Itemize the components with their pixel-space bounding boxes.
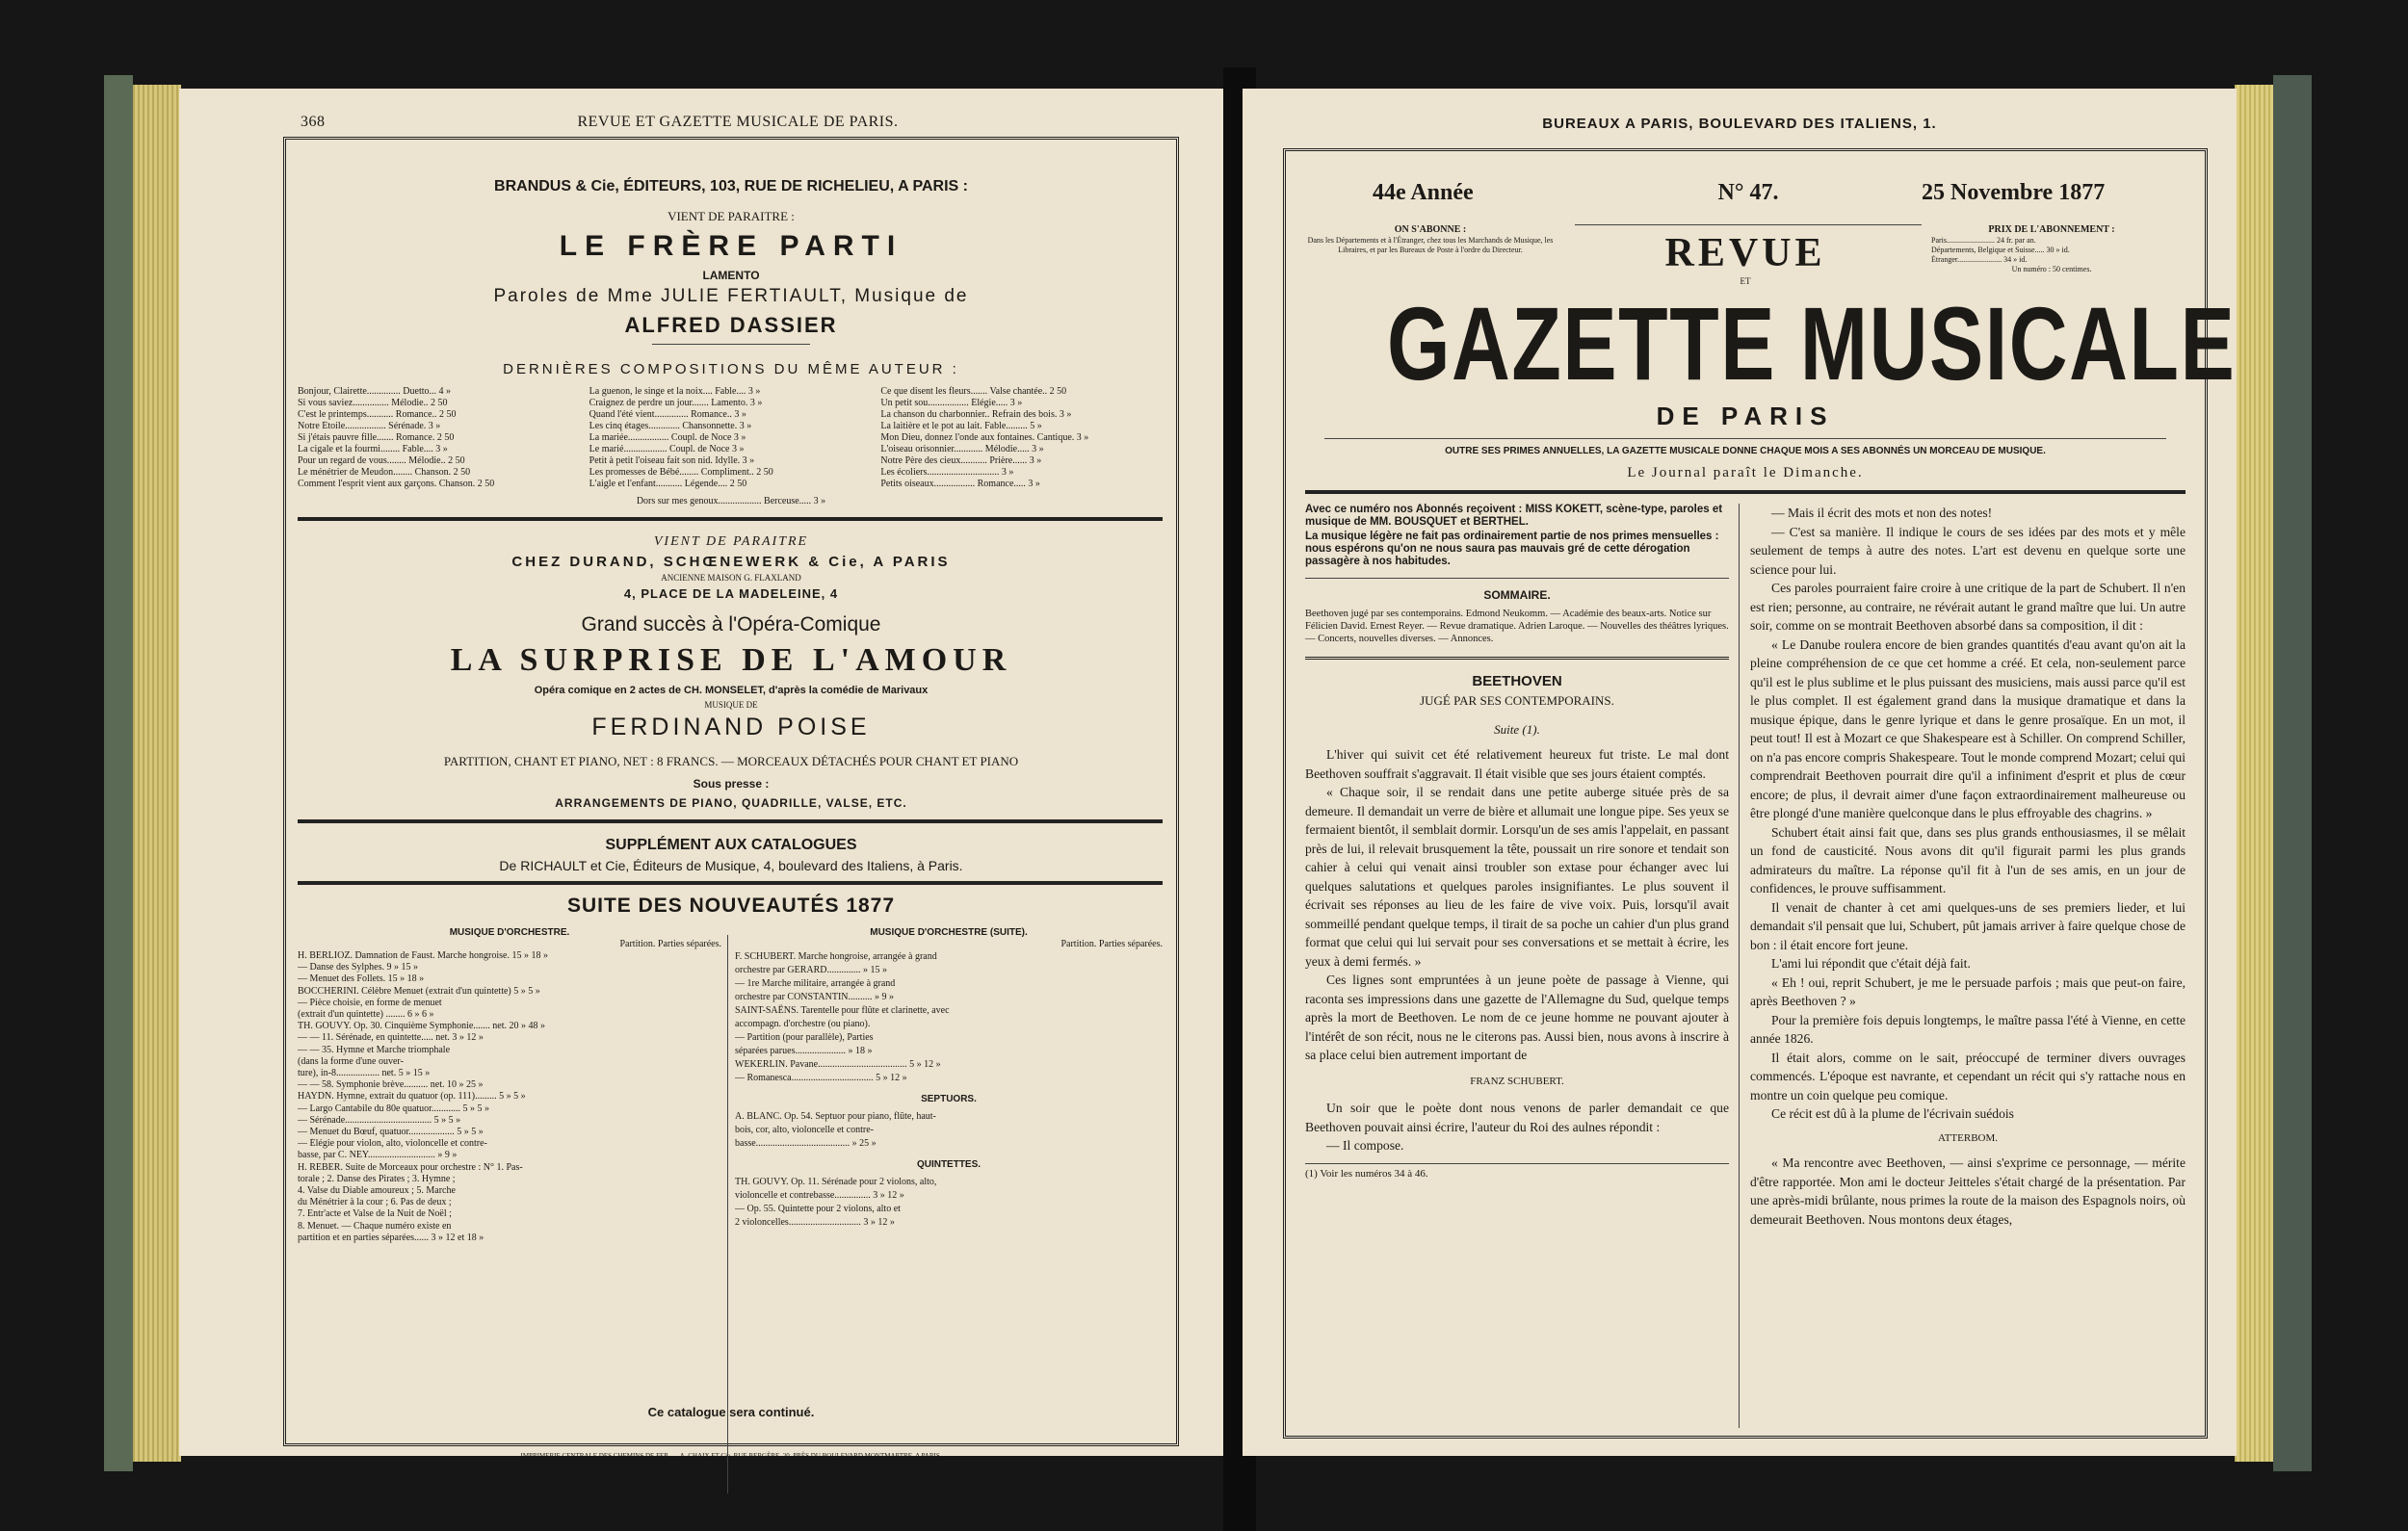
catalogue-row: — Pièce choisie, en forme de menuet [298,997,442,1008]
catalogue-row: orchestre par CONSTANTIN.......... » 9 » [735,992,894,1002]
paragraph: Ces lignes sont empruntées à un jeune poète de passage à Vienne, qui raconta ses impressions dans une gazette de l'Allemagne du Sud, quelque temps après la mort de Beethoven. Le nom de ce jeune homme ne pouvant ajouter à l'intérêt de son récit, nous ne le citerons pas. Aussi bien, nous avons à inscrire à sa place celui bien autrement important de [1305,973,1729,1062]
paragraph: « Chaque soir, il se rendait dans une petite auberge située près de sa demeure. Il demandait un verre de bière et allumait une longue pipe. Ses yeux se fermaient bientôt, il semblait dormir. Lorsqu'un de ses amis l'appelait, en passant près de lui, il relevait brusquement la tête, poussait un rire sonore et tendait son cahier à celui qui venait ainsi troubler son extase pour échanger avec lui quelques salutations et quelques paroles insignifiantes. Le plus souvent il écrivait ses réponses au lieu de les faire de vive voix. Puis, lorsqu'il avait sommeillé pendant quelque temps, il tirait de sa poche un cahier d'un plus grand format que celui qui lui servait pour ses conversations et se mettait à écrire, les yeux à demi fermés. » [1305,785,1729,969]
list-item: Mon Dieu, donnez l'onde aux fontaines. Cantique. 3 » [880,432,1089,443]
opera-description: Opéra comique en 2 actes de CH. MONSELET, d'après la comédie de Marivaux [534,685,929,696]
catalogue-row: 8. Menuet. — Chaque numéro existe en [298,1220,452,1232]
compositions-last-item: Dors sur mes genoux.................. Berceuse..... 3 » [636,496,826,506]
right-binding [2273,75,2312,1471]
list-item: La mariée................. Coupl. de Noce 3 » [589,432,746,443]
footnote: (1) Voir les numéros 34 à 46. [1305,1167,1428,1180]
dimanche-line: Le Journal paraît le Dimanche. [1627,465,1864,480]
right-page-frame [1283,148,2237,1439]
issue-date: 25 Novembre 1877 [1922,180,2106,205]
catalogue-row: — Sérénade.................................... 5 » 5 » [298,1114,461,1126]
article-title: BEETHOVEN [1472,673,1562,689]
catalogue-row: — Danse des Sylphes. 9 » 15 » [298,962,418,973]
list-item: C'est le printemps........... Romance.. 2 50 [298,409,457,420]
catalogue-row: — — 11. Sérénade, en quintette..... net. 3 » 12 » [298,1032,484,1044]
list-item: Comment l'esprit vient aux garçons. Chanson. 2 50 [298,479,495,489]
sommaire-heading: SOMMAIRE. [1483,588,1551,602]
durand-former-house: ANCIENNE MAISON G. FLAXLAND [661,573,801,583]
opera-comique-success: Grand succès à l'Opéra-Comique [581,613,881,636]
subscriber-notice-2: La musique légère ne fait pas ordinairement partie de nos primes mensuelles : nous espérons qu'on ne nous saura pas mauvais gré de cette dérogation passagère à nos habitudes. [1305,531,1719,567]
catalogue-row: BOCCHERINI. Célèbre Menuet (extrait d'un quintette) 5 » 5 » [298,985,540,997]
ornament-rule [652,344,810,345]
composer-poise: FERDINAND POISE [591,714,871,740]
catalogue-row: partition et en parties séparées...... 3 » 12 et 18 » [298,1232,484,1243]
compositions-list [298,386,1163,490]
paragraph: L'hiver qui suivit cet été relativement heureux fut triste. Le mal dont Beethoven souffrait s'aggravait. Il était visible que ses jours étaient comptés. [1305,747,1729,781]
left-binding [104,75,133,1471]
paragraph: Un soir que le poète dont nous venons de parler demandait ce que Beethoven pouvait ainsi écrire, l'auteur du Roi des aulnes répondit : [1305,1101,1729,1134]
catalogue-row: orchestre par GERARD.............. » 15 » [735,965,888,975]
compositions-col-1 [298,386,580,490]
catalogue-row: WEKERLIN. Pavane..................................... 5 » 12 » [735,1059,941,1070]
septuors-heading: SEPTUORS. [921,1094,977,1104]
catalogue-row: 7. Entr'acte et Valse de la Nuit de Noël ; [298,1208,452,1220]
catalogue-row: A. BLANC. Op. 54. Septuor pour piano, flûte, haut- [735,1111,936,1122]
catalogue-row: basse....................................... » 25 » [735,1138,877,1149]
catalogue-row: — Partition (pour parallèle), Parties [735,1032,874,1043]
list-item: La cigale et la fourmi........ Fable.... 3 » [298,444,448,454]
primes-line: OUTRE SES PRIMES ANNUELLES, LA GAZETTE MUSICALE DONNE CHAQUE MOIS A SES ABONNÉS UN MORCEAU DE MUSIQUE. [1445,446,2046,456]
sous-presse-label: Sous presse : [693,777,770,791]
catalogue-row: SAINT-SAËNS. Tarentelle pour flûte et clarinette, avec [735,1005,950,1016]
catalogue-row: F. SCHUBERT. Marche hongroise, arrangée à grand [735,951,937,962]
list-item: Pour un regard de vous........ Mélodie.. 2 50 [298,455,465,466]
article-column-2 [1750,504,2186,1229]
lamento-label: LAMENTO [702,269,760,282]
paragraph: « Eh ! oui, reprit Schubert, je me le persuade parfois ; mais que peut-on faire, après Beethoven ? » [1750,974,2186,1008]
catalogue-row: bois, cor, alto, violoncelle et contre- [735,1125,874,1135]
sommaire-text: Beethoven jugé par ses contemporains. Edmond Neukomm. — Académie des beaux-arts. Notice sur Félicien David. Ernest Reyer. — Revue dramatique. Adrien Laroque. — Nouvelles des théâtres lyriques. — Concerts, nouvelles diverses. — Annonces. [1305,609,1729,644]
paragraph: — Il compose. [1326,1138,1404,1153]
catalogue-row: (extrait d'un quintette) ........ 6 » 6 » [298,1009,434,1021]
list-item: L'oiseau orisonnier............ Mélodie..... 3 » [880,444,1044,454]
catalogue-row: — Romanesca.................................. 5 » 12 » [735,1073,907,1083]
durand-publisher: CHEZ DURAND, SCHŒNEWERK & Cie, A PARIS [511,554,951,570]
paragraph: Il venait de chanter à cet ami quelques-uns de ses premiers lieder, et lui demandait s'il pensait que lui, Schubert, pût jamais arriver à faire quelque chose de bon : il était encore fort jeune. [1750,899,2186,952]
catalogue-row: ture), in-8.................. net. 5 » 15 » [298,1068,431,1079]
catalogue-right-column [735,927,1163,1230]
quintettes-heading: QUINTETTES. [916,1159,982,1170]
catalogue-row: 4. Valse du Diable amoureux ; 5. Marche [298,1185,456,1197]
prix-line: Départements, Belgique et Suisse..... 30 » id. [1931,246,2070,254]
list-item: Les cinq étages............. Chansonnette. 3 » [589,421,752,431]
paragraph: L'ami lui répondit que c'était déjà fait. [1771,956,1971,971]
annee-label: 44e Année [1373,180,1474,205]
catalogue-row: H. REBER. Suite de Morceaux pour orchestre : N° 1. Pas- [298,1161,523,1173]
paragraph: Ces paroles pourraient faire croire à une critique de la part de Schubert. Il n'en est rien; personne, au contraire, ne révérait autant le grand maître que lui. Un autre soir, comme on se montrait Beethoven absorbé dans sa composition, il dit : [1750,581,2186,633]
catalogue-row: — Largo Cantabile du 80e quatuor............ 5 » 5 » [298,1103,489,1114]
catalogue-row: TH. GOUVY. Op. 11. Sérénade pour 2 violons, alto, [735,1177,937,1187]
right-page [1243,89,2237,1456]
catalogue-left-heading: MUSIQUE D'ORCHESTRE. [449,927,570,938]
list-item: Si vous saviez............... Mélodie.. 2 50 [298,398,448,408]
catalogue-row: — — 35. Hymne et Marche triomphale [298,1044,451,1055]
catalogue-row: 2 violoncelles.............................. 3 » 12 » [735,1217,895,1228]
list-item: Le marié.................. Coupl. de Noce 3 » [589,444,745,454]
catalogue-right-heading: MUSIQUE D'ORCHESTRE (SUITE). [870,927,1028,938]
catalogue-row: séparées parues..................... » 18 » [735,1046,873,1056]
catalogue-row: (dans la forme d'une ouver- [298,1055,404,1067]
catalogue-row: — Op. 55. Quintette pour 2 violons, alto et [735,1204,901,1214]
paragraph: — C'est sa manière. Il indique le cours de ses idées par des mots et y mêle seulement de temps à autre des notes. L'art est devenu en quelque sorte une science pour lui. [1750,524,2186,577]
article-subtitle: JUGÉ PAR SES CONTEMPORAINS. [1420,693,1614,708]
masthead-rule [1575,224,1922,225]
brandus-publisher: BRANDUS & Cie, ÉDITEURS, 103, RUE DE RICHELIEU, A PARIS : [494,178,968,195]
prix-heading: PRIX DE L'ABONNEMENT : [1988,224,2115,235]
right-running-head: BUREAUX A PARIS, BOULEVARD DES ITALIENS, 1. [1542,116,1937,132]
catalogue-left-col-headers: Partition. Parties séparées. [619,939,721,949]
catalogue-right-col-headers: Partition. Parties séparées. [1060,939,1163,949]
catalogue-row: violoncelle et contrebasse............... 3 » 12 » [735,1190,904,1201]
list-item: Les promesses de Bébé........ Compliment.. 2 50 [589,467,773,478]
compositions-heading: DERNIÈRES COMPOSITIONS DU MÊME AUTEUR : [503,361,959,377]
supplement-title: SUPPLÉMENT AUX CATALOGUES [605,837,857,853]
list-item: Petit à petit l'oiseau fait son nid. Idylle. 3 » [589,455,755,466]
list-item: La chanson du charbonnier.. Refrain des bois. 3 » [880,409,1072,420]
catalogue-row: HAYDN. Hymne, extrait du quatuor (op. 111)......... 5 » 5 » [298,1091,526,1103]
right-page-edges [2235,85,2273,1462]
list-item: Ce que disent les fleurs....... Valse chantée.. 2 50 [880,386,1067,397]
durand-address: 4, PLACE DE LA MADELEINE, 4 [623,586,839,601]
list-item: Bonjour, Clairette.............. Duetto... 4 » [298,386,452,397]
gazette-musicale-title: GAZETTE MUSICALE [1386,285,2237,402]
le-frere-parti-title: LE FRÈRE PARTI [559,230,903,262]
list-item: Petits oiseaux................. Romance..... 3 » [880,479,1040,489]
article-body-1 [1305,745,1729,1155]
franz-schubert-heading: FRANZ SCHUBERT. [1470,1075,1564,1087]
catalogue-row: H. BERLIOZ. Damnation de Faust. Marche hongroise. 15 » 18 » [298,950,548,961]
section-rule [298,881,1163,885]
durand-announce: VIENT DE PARAITRE [653,534,809,549]
price-line: PARTITION, CHANT ET PIANO, NET : 8 FRANCS. — MORCEAUX DÉTACHÉS POUR CHANT ET PIANO [443,754,1019,768]
arrangements-line: ARRANGEMENTS DE PIANO, QUADRILLE, VALSE, ETC. [555,796,907,810]
catalogue-row: TH. GOUVY. Op. 30. Cinquième Symphonie....... net. 20 » 48 » [298,1021,546,1032]
list-item: Craignez de perdre un jour....... Lamento. 3 » [589,398,763,408]
list-item: Un petit sou................. Élégie..... 3 » [880,398,1023,408]
list-item: L'aigle et l'enfant........... Légende.... 2 50 [589,479,747,489]
compositions-col-3 [880,386,1163,490]
prix-line: Paris......................... 24 fr. par an. [1931,236,2036,245]
paragraph: Schubert était ainsi fait que, dans ses plus grands enthousiasmes, il se mêlait un fond de causticité. Nous avons dit qu'il figurait parmi les plus grands admirateurs du maître. La réponse qu'il fit à l'un de ses amis, en un jour de confidences, le prouve suffisamment. [1750,824,2186,895]
masthead-rule [1324,438,2166,439]
catalogue-row: accompagn. d'orchestre (ou piano). [735,1019,871,1029]
composer-dassier: ALFRED DASSIER [624,313,838,337]
catalogue-row: torale ; 2. Danse des Pirates ; 3. Hymne ; [298,1173,456,1184]
la-surprise-title: LA SURPRISE DE L'AMOUR [450,642,1012,678]
catalogue-left-column [298,927,721,1244]
article-suite: Suite (1). [1494,722,1540,737]
column-divider [1739,504,1741,1428]
list-item: La guenon, le singe et la noix.... Fable.... 3 » [589,386,761,397]
catalogue-continued: Ce catalogue sera continué. [647,1405,815,1419]
page-number: 368 [301,114,326,130]
paragraph: Pour la première fois depuis longtemps, le maître passa l'été à Vienne, en cette année 1826. [1750,1012,2186,1046]
nouveautes-heading: SUITE DES NOUVEAUTÉS 1877 [566,895,896,917]
atterbom-heading: ATTERBOM. [1937,1131,1999,1144]
brandus-announce: VIENT DE PARAITRE : [667,209,795,223]
imprint-line: IMPRIMERIE CENTRALE DES CHEMINS DE FER. — A. CHAIX ET Cie, RUE BERGÈRE, 20, PRÈS DU BOULEVARD MONTMARTRE, A PARIS. [520,1452,942,1460]
abonne-heading: ON S'ABONNE : [1394,224,1467,235]
paragraph: « Le Danube roulera encore de bien grandes quantités d'eau avant qu'on ait la pleine compréhension de ce que cet homme a créé. Et cela, non-seulement parce qu'il est le plus sublime et le plus puissant des musiciens, mais aussi parce qu'il est le plus complet. Il est également grand dans la musique dramatique et dans la musique épique, dans le genre lyrique et dans le genre prosaïque. En un mot, il peut tout! Il est à Mozart ce que Shakespeare est à Schiller. On comprend Schiller, on n'a pas encore compris Shakespeare. Tout le monde comprend Mozart; celui qui comprendrait Beethoven pourrait dire qu'il a infiniment d'esprit et plus de cœur encore; de plus, il devrait aimer d'une façon extraordinairement malheureuse ou être plongé d'une manière quelconque dans le plus effroyable des chagrins. » [1750,636,2186,820]
prix-line: Étranger....................... 34 » id. [1931,255,2028,264]
masthead-rule [1305,490,2186,494]
list-item: Notre Étoile................. Sérénade. 3 » [298,421,441,431]
left-page-frame [283,137,1179,1446]
left-page-edges [133,85,181,1462]
et-label: ET [1740,276,1751,286]
richault-publisher: De RICHAULT et Cie, Éditeurs de Musique, 4, boulevard des Italiens, à Paris. [499,858,963,873]
abonne-text: Dans les Départements et à l'Étranger, chez tous les Marchands de Musique, les Libraires, et par les Bureaux de Poste à l'ordre du Directeur. [1307,236,1554,254]
left-page [179,89,1231,1460]
catalogue-row: — — 58. Symphonie brève.......... net. 10 » 25 » [298,1079,484,1091]
catalogue-row: — Élégie pour violon, alto, violoncelle et contre- [298,1138,487,1150]
catalogue-row: — 1re Marche militaire, arrangée à grand [735,978,896,989]
catalogue-row: — Menuet du Bœuf, quatuor................... 5 » 5 » [298,1127,484,1138]
musique-de-label: MUSIQUE DE [704,700,758,710]
prix-line: Un numéro : 50 centimes. [2011,265,2092,273]
list-item: La laitière et le pot au lait. Fable......... 5 » [880,421,1042,431]
list-item: Le ménétrier de Meudon........ Chanson. 2 50 [298,467,471,478]
revue-title: REVUE [1664,231,1826,275]
paragraph: Ce récit est dû à la plume de l'écrivain suédois [1771,1106,2014,1121]
left-running-head: REVUE ET GAZETTE MUSICALE DE PARIS. [577,114,899,130]
list-item: Les écoliers.............................. 3 » [880,467,1014,478]
subscriber-notice: Avec ce numéro nos Abonnés reçoivent : MISS KOKETT, scène-type, paroles et musique de MM. BOUSQUET et BERTHEL. [1305,504,1723,528]
paragraph: Il était alors, comme on le sait, préoccupé de terminer divers ouvrages commencés. L'époque est navrante, et cependant un récit qui s'y rattache nous en montre un coin quelque peu comique. [1750,1050,2186,1103]
compositions-col-2 [589,386,872,490]
credits-line: Paroles de Mme JULIE FERTIAULT, Musique de [493,286,969,306]
issue-number: N° 47. [1717,180,1779,205]
list-item: Notre Père des cieux........... Prière...... 3 » [880,455,1042,466]
article-column-1 [1305,504,1729,1180]
section-rule [298,819,1163,823]
catalogue-row: basse, par C. NEY............................ » 9 » [298,1150,458,1161]
paragraph: — Mais il écrit des mots et non des notes! [1771,506,1993,520]
list-item: Si j'étais pauvre fille....... Romance. 2 50 [298,432,455,443]
list-item: Quand l'été vient.............. Romance.. 3 » [589,409,746,420]
section-rule [298,517,1163,521]
paragraph: « Ma rencontre avec Beethoven, — ainsi s'exprime ce personnage, — mérite d'être rapportée. Mon ami le docteur Jeitteles s'était chargé de la présentation. Par une après-midi brûlante, nous primes la route de la maison des Espagnols noirs, où demeurait Beethoven. Nous montons deux étages, [1750,1155,2186,1227]
de-paris-title: DE PARIS [1656,402,1835,430]
catalogue-row: du Ménétrier à la cour ; 6. Pas de deux ; [298,1197,452,1208]
catalogue-row: — Menuet des Follets. 15 » 18 » [298,973,425,985]
